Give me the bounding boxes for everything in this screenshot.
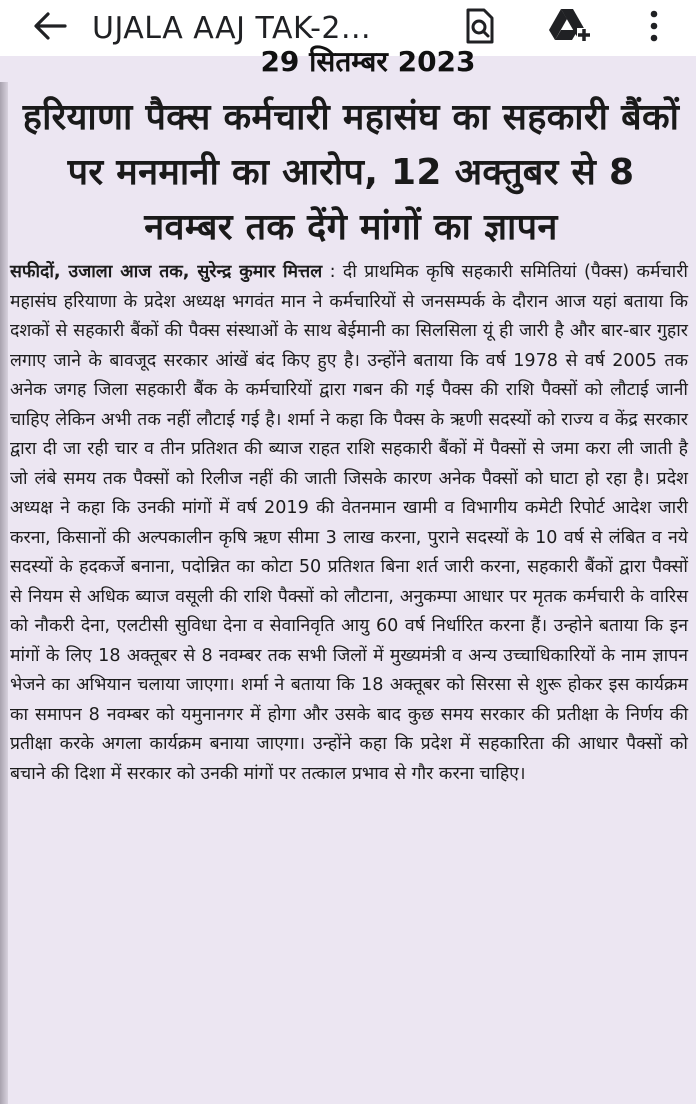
- article-headline: हरियाणा पैक्स कर्मचारी महासंघ का सहकारी बैंकों पर मनमानी का आरोप, 12 अक्तुबर से 8 नवम्बर तक देंगे मांगों का ज्ञापन: [22, 97, 680, 248]
- add-to-drive-button[interactable]: [550, 8, 590, 48]
- publication-date: 29 सितम्बर 2023: [260, 45, 476, 78]
- more-vertical-icon: [649, 10, 659, 46]
- search-in-document-button[interactable]: [460, 8, 500, 48]
- document-title: UJALA AAJ TAK-2...: [92, 10, 372, 46]
- arrow-left-icon: [33, 11, 67, 45]
- search-document-icon: [464, 8, 496, 48]
- article-text: : दी प्राथमिक कृषि सहकारी समितियां (पैक्स) कर्मचारी महासंघ हरियाणा के प्रदेश अध्यक्ष भगवंत मान ने कर्मचारियों से जनसम्पर्क के दौरान आज यहां बताया कि दशकों से सहकारी बैंकों की पैक्स संस्थाओं के साथ बेईमानी का सिलसिला यूं ही जारी है और बार-बार गुहार लगाए जाने के बावजूद सरकार आंखें बंद किए हुए है। उन्होंने बताया कि वर्ष 1978 से वर्ष 2005 तक अनेक जगह जिला सहकारी बैंक के कर्मचारियों द्वारा गबन की गई पैक्स की राशि पैक्सों को लौटाई जानी चाहिए लेकिन अभी तक नहीं लौटाई गई है। शर्मा ने कहा कि पैक्स के ऋणी सदस्यों को राज्य व केंद्र सरकार द्वारा दी जा रही चार व तीन प्रतिशत की ब्याज राहत राशि सहकारी बैंकों में पैक्सों से जमा करा ली जाती है जो लंबे समय तक पैक्सों को रिलीज नहीं की जाती जिसके कारण अनेक पैक्सों को घाटा हो रहा है। प्रदेश अध्यक्ष ने कहा कि उनकी मांगों में वर्ष 2019 की वेतनमान खामी व विभागीय कमेटी रिपोर्ट आदेश जारी करना, किसानों की अल्पकालीन कृषि ऋण सीमा 3 लाख करना, पुराने सदस्यों के 10 वर्ष से लंबित व नये सदस्यों के हदकर्जे बनाना, पदोन्नित का कोटा 50 प्रतिशत बिना शर्त जारी करना, सहकारी बैंकों द्वारा पैक्सों से नियम से अधिक ब्याज वसूली की राशि पैक्सों को लौटाना, अनुकम्पा आधार पर मृतक कर्मचारी के वारिस को नौकरी देना, एलटीसी सुविधा देना व सेवानिवृति आयु 60 वर्ष निर्धारित करना हैं। उन्होने बताया कि इन मांगों के लिए 18 अक्तूबर से 8 नवम्बर तक सभी जिलों में मुख्यमंत्री व अन्य उच्चाधिकारियों के नाम ज्ञापन भेजने का अभियान चलाया जाएगा। शर्मा ने बताया कि 18 अक्तूबर को सिरसा से शुरू होकर इस कार्यक्रम का समापन 8 नवम्बर को यमुनानगर में होगा और उसके बाद कुछ समय सरकार की प्रतीक्षा के निर्णय की प्रतीक्षा करके अगला कार्यक्रम बनाया जाएगा। उन्होंने कहा कि प्रदेश में सहकारिता की आधार पैक्सों को बचाने की दिशा में सरकार को उनकी मांगों पर तत्काल प्रभाव से गौर करना चाहिए।: [10, 262, 688, 784]
- article-body: [10, 258, 688, 789]
- article-byline: सफीदों, उजाला आज तक, सुरेन्द्र कुमार मित्तल: [10, 262, 323, 282]
- page-edge-shadow: [0, 82, 8, 1104]
- more-options-button[interactable]: [634, 8, 674, 48]
